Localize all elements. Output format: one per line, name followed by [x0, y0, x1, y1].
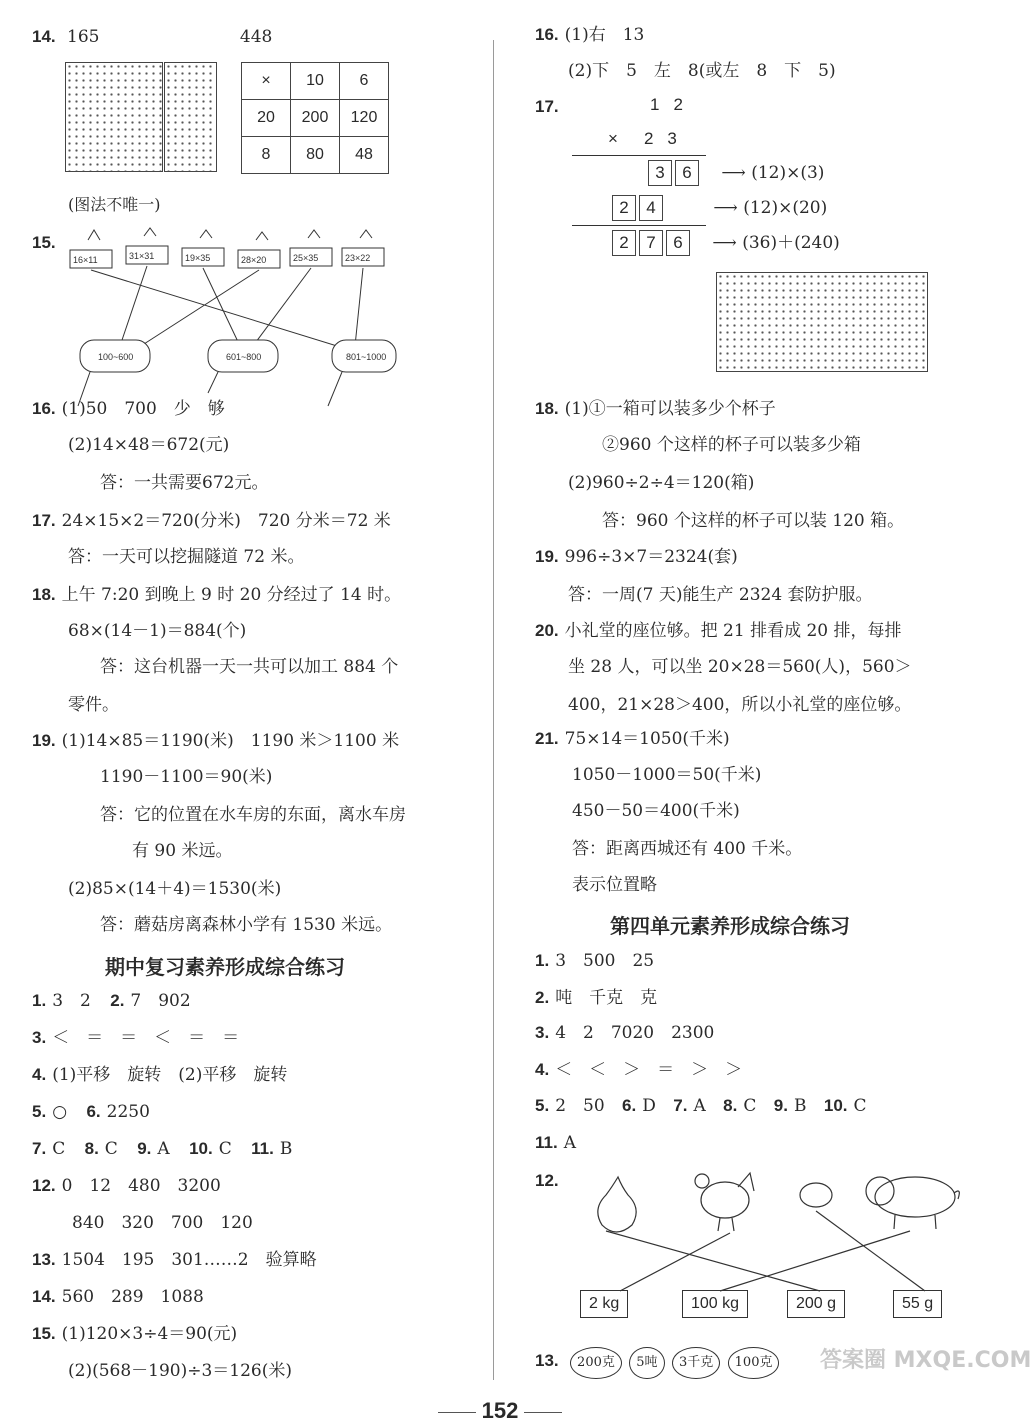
card-3 [182, 248, 224, 266]
multiplication-table: × 10 6 20 200 120 8 80 48 [241, 62, 389, 174]
q19-line1: 19. (1)14×85＝1190(米) 1190 米＞1100 米 [32, 731, 400, 751]
card-1 [70, 250, 112, 268]
svg-text:100~600: 100~600 [98, 352, 134, 362]
oval-1: 200克 [570, 1347, 622, 1379]
q19-answer1: 答：它的位置在水车房的东面，离水车房 [100, 805, 406, 825]
u11: 11. A [535, 1133, 576, 1153]
u3: 3. 4 2 7020 2300 [535, 1023, 715, 1043]
q17-answer: 答：一天可以挖掘隧道 72 米。 [68, 547, 305, 567]
mailbox-3 [328, 340, 396, 406]
r17-row1: 3 6 ⟶ (12)×(3) [648, 160, 824, 186]
weight-box-2: 100 kg [682, 1290, 748, 1318]
m12-line2: 840 320 700 120 [72, 1213, 253, 1233]
dot-grid-a [65, 62, 163, 172]
mailbox-1 [78, 340, 150, 406]
r20-line1: 20. 小礼堂的座位够。把 21 排看成 20 排，每排 [535, 621, 902, 641]
watermark: 答案圈 MXQE.COM [820, 1348, 1031, 1373]
m15-line1: 15. (1)120×3÷4＝90(元) [32, 1324, 238, 1344]
svg-text:25×35: 25×35 [293, 253, 319, 263]
r18-line2: ②960 个这样的杯子可以装多少箱 [602, 435, 861, 455]
unit4-heading: 第四单元素养形成综合练习 [610, 914, 850, 938]
m3: 3. ＜ ＝ ＝ ＜ ＝ ＝ [32, 1028, 240, 1048]
page-number: 152 [0, 1398, 1000, 1424]
u12-matching-figure [580, 1165, 980, 1285]
weight-box-3: 200 g [787, 1290, 845, 1318]
m1-m2: 1. 3 2 2. 7 902 [32, 991, 191, 1011]
svg-text:801~1000: 801~1000 [346, 352, 387, 362]
q15-number: 15. [32, 233, 56, 252]
svg-text:28×20: 28×20 [241, 255, 267, 265]
r18-line1: 18. (1)①一箱可以装多少个杯子 [535, 399, 776, 419]
svg-text:31×31: 31×31 [129, 251, 155, 261]
svg-text:19×35: 19×35 [185, 253, 211, 263]
u1: 1. 3 500 25 [535, 951, 655, 971]
q16-line2: (2)14×48＝672(元) [68, 435, 230, 455]
q17-line1: 17. 24×15×2＝720(分米) 720 分米＝72 米 [32, 511, 391, 531]
q19-line2: 1190－1100＝90(米) [100, 767, 273, 787]
m7-m11: 7. C 8. C 9. A 10. C 11. B [32, 1139, 293, 1159]
q18-line2: 68×(14－1)＝884(个) [68, 621, 247, 641]
m13: 13. 1504 195 301……2 验算略 [32, 1250, 317, 1270]
dot-grid-c [716, 272, 928, 372]
q18-answer-cont: 零件。 [68, 695, 119, 715]
r17-number: 17. [535, 97, 559, 116]
q16-answer: 答：一共需要672元。 [100, 473, 269, 493]
q19-answer2: 答：蘑菇房离森林小学有 1530 米远。 [100, 915, 393, 935]
r21-answer: 答：距离西城还有 400 千米。 [572, 839, 803, 859]
q14-note: (图法不唯一) [68, 195, 161, 214]
q15-matching-figure [60, 228, 400, 413]
q19-line5: (2)85×(14＋4)＝1530(米) [68, 879, 282, 899]
oval-3: 3千克 [672, 1347, 720, 1379]
svg-text:16×11: 16×11 [73, 255, 98, 265]
r21-line2: 1050－1000＝50(千米) [572, 765, 762, 785]
r17-rule1 [572, 155, 706, 156]
hen-icon [695, 1173, 754, 1231]
m14: 14. 560 289 1088 [32, 1287, 204, 1307]
r17-rule2 [572, 225, 706, 226]
weight-box-4: 55 g [893, 1290, 942, 1318]
r20-line2: 坐 28 人，可以坐 20×28＝560(人)，560＞ [568, 657, 912, 677]
pig-icon [866, 1177, 959, 1229]
pear-icon [598, 1177, 636, 1232]
svg-text:601~800: 601~800 [226, 352, 262, 362]
r18-answer: 答：960 个这样的杯子可以装 120 箱。 [602, 511, 905, 531]
q14-line: 14. 165 448 [32, 27, 273, 47]
r17-row3: 2 7 6 ⟶ (36)＋(240) [612, 230, 840, 256]
r17-top: 12 [650, 95, 697, 114]
q19-answer1-cont: 有 90 米远。 [132, 841, 233, 861]
q18-line1: 18. 上午 7:20 到晚上 9 时 20 分经过了 14 时。 [32, 585, 402, 605]
u5-u10: 5. 2 50 6. D 7. A 8. C 9. B 10. C [535, 1096, 867, 1116]
u2: 2. 吨 千克 克 [535, 988, 658, 1008]
mailbox-2 [208, 340, 278, 393]
r21-line3: 450－50＝400(千米) [572, 801, 740, 821]
r19-line1: 19. 996÷3×7＝2324(套) [535, 547, 738, 567]
r17-row2: 2 4 ⟶ (12)×(20) [612, 195, 827, 221]
u13: 13. 200克 5吨 3千克 100克 [535, 1347, 781, 1379]
card-4 [238, 250, 280, 268]
oval-4: 100克 [728, 1347, 780, 1379]
r19-answer: 答：一周(7 天)能生产 2324 套防护服。 [568, 585, 873, 605]
u4: 4. ＜ ＜ ＞ ＝ ＞ ＞ [535, 1060, 743, 1080]
r21-line1: 21. 75×14＝1050(千米) [535, 729, 730, 749]
card-2 [126, 246, 168, 264]
m5-m6: 5. ○ 6. 2250 [32, 1102, 150, 1122]
r21-note: 表示位置略 [572, 875, 657, 895]
m4: 4. (1)平移 旋转 (2)平移 旋转 [32, 1065, 288, 1085]
midterm-heading: 期中复习素养形成综合练习 [105, 955, 345, 979]
egg-icon [800, 1183, 832, 1207]
u12-number: 12. [535, 1171, 559, 1190]
r17-mult: × 23 [608, 129, 691, 148]
m15-line2: (2)(568－190)÷3＝126(米) [68, 1361, 293, 1381]
m12-line1: 12. 0 12 480 3200 [32, 1176, 221, 1196]
r20-line3: 400，21×28＞400，所以小礼堂的座位够。 [568, 695, 912, 715]
dot-grid-b [164, 62, 217, 172]
weight-box-1: 2 kg [580, 1290, 628, 1318]
card-6 [342, 248, 384, 266]
card-5 [290, 248, 332, 266]
column-divider [493, 40, 494, 1380]
q16-line1: 16. (1)50 700 少 够 [32, 399, 225, 419]
r16-line1: 16. (1)右 13 [535, 25, 645, 45]
r18-line3: (2)960÷2÷4＝120(箱) [568, 473, 755, 493]
q18-answer: 答：这台机器一天一共可以加工 884 个 [100, 657, 399, 677]
svg-text:23×22: 23×22 [345, 253, 371, 263]
oval-2: 5吨 [629, 1347, 664, 1379]
r16-line2: (2)下 5 左 8(或左 8 下 5) [568, 61, 836, 81]
